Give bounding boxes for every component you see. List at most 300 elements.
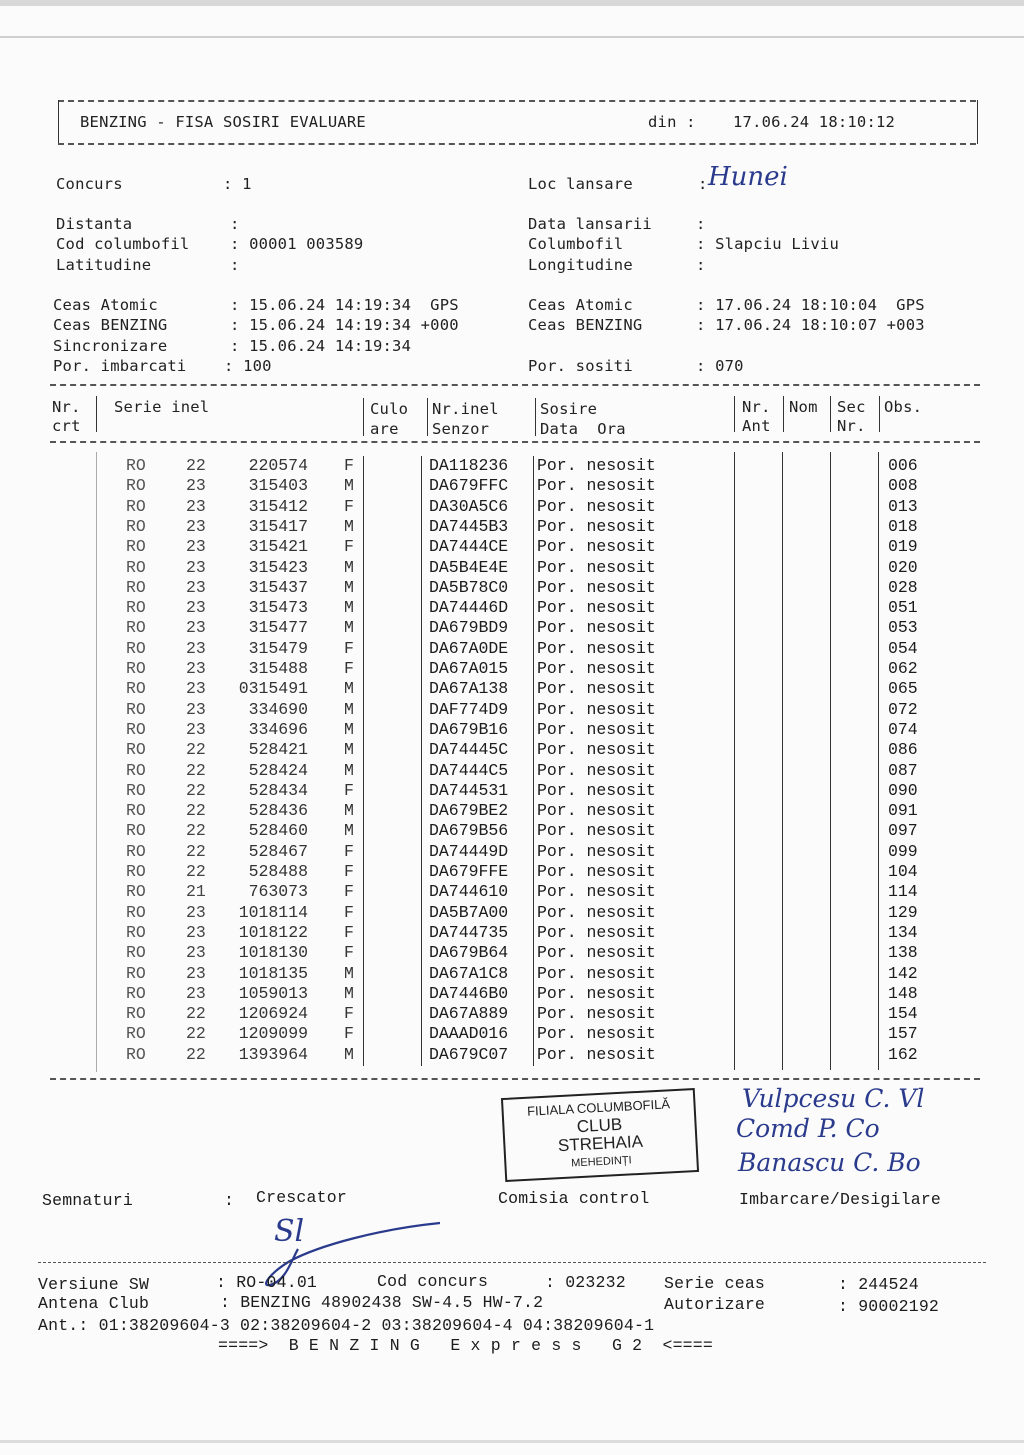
committee-signature-3: Banascu C. Bo [738,1148,921,1177]
ceas-benzing-end-value: : 17.06.24 18:10:07 +003 [696,316,925,334]
versiune-sw-label: Versiune SW [38,1275,150,1294]
ring-year: 23 [186,983,206,1003]
table-row [0,476,1024,496]
scan-artifact-top [0,0,1024,6]
sensor-ring: DA67A1C8 [429,963,509,983]
col-header-serie-inel: Serie inel [114,398,210,416]
obs-value: 162 [888,1044,918,1064]
sensor-ring: DA74446D [429,598,509,618]
ring-country: RO [126,740,146,760]
cod-concurs-value: : 023232 [545,1273,626,1292]
col-header-nr-ant-2: Ant [742,417,771,435]
arrival-status: Por. nesosit [537,821,656,841]
ring-year: 23 [186,638,206,658]
ring-country: RO [126,821,146,841]
sincronizare-label: Sincronizare [53,337,168,355]
ring-year: 22 [186,862,206,881]
din-label: din : [648,113,696,131]
ring-year: 22 [186,801,206,821]
committee-signature-2: Comd P. Co [736,1114,880,1143]
por-sositi-value: : 070 [696,357,744,375]
ring-country: RO [126,1024,146,1044]
arrival-status: Por. nesosit [537,516,656,536]
sex: M [344,821,354,841]
obs-value: 019 [888,537,918,557]
loc-lansare-colon: : [698,175,708,193]
obs-value: 053 [888,618,918,638]
sensor-ring: DA67A138 [429,679,509,699]
ring-year: 23 [186,496,206,516]
ring-country: RO [126,983,146,1003]
table-top-border [50,384,980,386]
concurs-label: Concurs [56,175,123,193]
antena-club-label: Antena Club [38,1294,150,1313]
arrival-status: Por. nesosit [537,922,656,942]
table-row [0,923,1024,943]
ring-year: 22 [186,1004,206,1024]
club-stamp [501,1088,699,1182]
ring-number: 315421 [248,537,308,557]
arrival-status: Por. nesosit [537,841,656,861]
obs-value: 148 [888,983,918,1003]
ring-number: 1018135 [238,963,308,983]
ring-number: 315479 [248,638,308,658]
obs-value: 006 [888,456,918,475]
imbarcare-desigilare-label: Imbarcare/Desigilare [739,1190,942,1209]
sex: F [344,922,354,942]
brand-line: ====> B E N Z I N G E x p r e s s G 2 <==== [218,1336,713,1355]
arrival-status: Por. nesosit [537,862,656,881]
ring-country: RO [126,963,146,983]
ring-year: 23 [186,598,206,618]
stamp-line-1: FILIALA COLUMBOFILĂ [526,1096,671,1119]
cod-concurs-label: Cod concurs [377,1272,489,1291]
ring-number: 1206924 [238,1004,308,1024]
sex: M [344,740,354,760]
ring-country: RO [126,577,146,597]
ring-year: 22 [186,1024,206,1044]
table-row [0,1045,1024,1065]
table-row [0,984,1024,1004]
sensor-ring: DA67A889 [429,1004,509,1024]
ring-number: 334690 [248,699,308,719]
sex: M [344,679,354,699]
ceas-atomic-start-label: Ceas Atomic [53,296,158,314]
ring-number: 315473 [248,598,308,618]
sensor-ring: DA7444CE [429,537,509,557]
obs-value: 065 [888,679,918,699]
sex: M [344,618,354,638]
antena-club-value: : BENZING 48902438 SW-4.5 HW-7.2 [220,1293,544,1312]
ring-year: 23 [186,516,206,536]
versiune-sw-value: : RO-04.01 [216,1273,318,1292]
arrival-status: Por. nesosit [537,740,656,760]
sex: F [344,456,354,475]
ring-country: RO [126,557,146,577]
cod-columbofil-value: : 00001 003589 [230,235,364,253]
obs-value: 018 [888,516,918,536]
ring-number: 315477 [248,618,308,638]
ring-country: RO [126,699,146,719]
ring-number: 315423 [248,557,308,577]
sensor-ring: DA5B7A00 [429,902,509,922]
obs-value: 091 [888,801,918,821]
ring-year: 23 [186,963,206,983]
table-row [0,862,1024,882]
ring-number: 315437 [248,577,308,597]
ring-year: 23 [186,476,206,496]
ring-country: RO [126,679,146,699]
ring-year: 23 [186,537,206,557]
sensor-ring: DA5B78C0 [429,577,509,597]
col-header-culoare-2: are [370,420,399,438]
data-lansarii-label: Data lansarii [528,215,652,233]
longitudine-label: Longitudine [528,256,633,274]
ring-number: 1209099 [238,1024,308,1044]
sensor-ring: DA30A5C6 [429,496,509,516]
obs-value: 114 [888,882,918,902]
latitudine-value: : [230,256,240,274]
ring-year: 23 [186,577,206,597]
table-row [0,598,1024,618]
arrival-status: Por. nesosit [537,1044,656,1064]
ring-country: RO [126,862,146,881]
sensor-ring: DA679FFE [429,862,509,881]
sensor-ring: DA679BE2 [429,801,509,821]
ring-number: 528421 [248,740,308,760]
obs-value: 013 [888,496,918,516]
obs-value: 097 [888,821,918,841]
ring-country: RO [126,719,146,739]
arrival-status: Por. nesosit [537,537,656,557]
obs-value: 086 [888,740,918,760]
breeder-signature: Sl [274,1214,305,1249]
ring-year: 23 [186,943,206,963]
col-header-sec-nr-2: Nr. [837,417,866,435]
ceas-atomic-end-value: : 17.06.24 18:10:04 GPS [696,296,925,314]
ring-country: RO [126,1004,146,1024]
sex: M [344,760,354,780]
ring-year: 23 [186,922,206,942]
table-row [0,903,1024,923]
arrival-status: Por. nesosit [537,719,656,739]
sex: F [344,780,354,800]
obs-value: 129 [888,902,918,922]
table-row [0,1004,1024,1024]
ring-number: 315412 [248,496,308,516]
sensor-ring: DA744610 [429,882,509,902]
ring-country: RO [126,760,146,780]
arrival-status: Por. nesosit [537,943,656,963]
arrival-status: Por. nesosit [537,557,656,577]
arrival-status: Por. nesosit [537,659,656,678]
obs-value: 090 [888,780,918,800]
obs-value: 062 [888,659,918,678]
sex: F [344,638,354,658]
header-sep-4 [535,398,536,436]
serie-ceas-value: : 244524 [838,1275,919,1294]
ring-number: 315403 [248,476,308,496]
ring-number: 528436 [248,801,308,821]
ring-number: 1018122 [238,922,308,942]
columbofil-label: Columbofil [528,235,624,253]
ceas-benzing-start-label: Ceas BENZING [53,316,168,334]
ring-country: RO [126,659,146,678]
ring-year: 22 [186,760,206,780]
sex: F [344,862,354,881]
table-row [0,720,1024,740]
obs-value: 138 [888,943,918,963]
ring-year: 23 [186,618,206,638]
ring-year: 23 [186,557,206,577]
por-imbarcati-value: : 100 [224,357,272,375]
ring-country: RO [126,638,146,658]
ring-country: RO [126,801,146,821]
ring-country: RO [126,943,146,963]
ring-number: 1059013 [238,983,308,1003]
arrival-status: Por. nesosit [537,780,656,800]
sensor-ring: DA5B4E4E [429,557,509,577]
header-bottom-border [58,143,976,145]
crescator-label: Crescator [256,1188,347,1207]
col-header-nr-crt: Nr. [52,398,81,416]
semnaturi-label: Semnaturi [42,1191,133,1210]
table-row [0,761,1024,781]
arrival-status: Por. nesosit [537,456,656,475]
arrival-status: Por. nesosit [537,496,656,516]
arrival-status: Por. nesosit [537,1004,656,1024]
sensor-ring: DA118236 [429,456,509,475]
sensor-ring: DA679B16 [429,719,509,739]
cod-columbofil-label: Cod columbofil [56,235,190,253]
ring-number: 1393964 [238,1044,308,1064]
table-row [0,964,1024,984]
ring-year: 23 [186,902,206,922]
ring-number: 315488 [248,659,308,678]
table-row [0,882,1024,902]
sex: F [344,537,354,557]
committee-signature-1: Vulpcesu C. Vl [742,1084,925,1113]
sensor-ring: DA67A015 [429,659,509,678]
sensor-ring: DA679C07 [429,1044,509,1064]
obs-value: 157 [888,1024,918,1044]
arrival-status: Por. nesosit [537,598,656,618]
ring-country: RO [126,476,146,496]
sex: M [344,963,354,983]
table-row [0,740,1024,760]
col-header-senzor: Senzor [432,420,490,438]
sensor-ring: DA67A0DE [429,638,509,658]
ring-country: RO [126,496,146,516]
stamp-line-2: CLUB [576,1114,623,1137]
ring-year: 22 [186,780,206,800]
table-row [0,618,1024,638]
ring-number: 220574 [248,456,308,475]
sex: F [344,1004,354,1024]
arrival-status: Por. nesosit [537,679,656,699]
header-sep-8 [879,396,880,432]
arrival-status: Por. nesosit [537,963,656,983]
document-title: BENZING - FISA SOSIRI EVALUARE [80,113,366,131]
obs-value: 099 [888,841,918,861]
sensor-ring: DA679B56 [429,821,509,841]
header-sep-1 [96,396,97,432]
comisia-control-label: Comisia control [498,1189,650,1208]
latitudine-label: Latitudine [56,256,152,274]
arrival-status: Por. nesosit [537,801,656,821]
obs-value: 072 [888,699,918,719]
table-row [0,558,1024,578]
sensor-ring: DA7446B0 [429,983,509,1003]
sensor-ring: DAAAD016 [429,1024,509,1044]
autorizare-value: : 90002192 [838,1297,940,1316]
sensor-ring: DA74445C [429,740,509,760]
sex: M [344,801,354,821]
col-header-nr-crt-2: crt [52,417,81,435]
header-sep-6 [783,396,784,432]
sensor-ring: DA7445B3 [429,516,509,536]
obs-value: 028 [888,577,918,597]
col-header-data-ora: Data Ora [540,420,626,438]
ceas-atomic-start-value: : 15.06.24 14:19:34 GPS [230,296,459,314]
obs-value: 074 [888,719,918,739]
sex: F [344,943,354,963]
ring-number: 1018114 [238,902,308,922]
sex: M [344,983,354,1003]
obs-value: 008 [888,476,918,496]
ring-year: 21 [186,882,206,902]
sex: M [344,598,354,618]
obs-value: 051 [888,598,918,618]
ring-country: RO [126,537,146,557]
ring-number: 334696 [248,719,308,739]
col-header-obs: Obs. [884,398,923,416]
serie-ceas-label: Serie ceas [664,1274,766,1293]
autorizare-label: Autorizare [664,1295,766,1314]
arrival-status: Por. nesosit [537,638,656,658]
col-header-sec-nr: Sec [837,398,866,416]
por-imbarcati-label: Por. imbarcati [53,357,187,375]
ring-year: 22 [186,821,206,841]
table-header-bottom-border [50,441,980,443]
sex: M [344,1044,354,1064]
table-row [0,821,1024,841]
table-row [0,659,1024,679]
ring-year: 22 [186,740,206,760]
sensor-ring: DA679FFC [429,476,509,496]
sex: M [344,557,354,577]
sensor-ring: DA679BD9 [429,618,509,638]
table-row [0,517,1024,537]
ring-number: 528434 [248,780,308,800]
sensor-ring: DA744531 [429,780,509,800]
sensor-ring: DA744735 [429,922,509,942]
sex: F [344,1024,354,1044]
ring-number: 528467 [248,841,308,861]
ring-year: 23 [186,699,206,719]
ring-number: 763073 [248,882,308,902]
ring-country: RO [126,922,146,942]
table-row [0,537,1024,557]
obs-value: 087 [888,760,918,780]
distanta-label: Distanta [56,215,133,233]
obs-value: 054 [888,638,918,658]
arrival-status: Por. nesosit [537,618,656,638]
scan-artifact-bottom [0,1440,1024,1443]
ring-number: 528488 [248,862,308,881]
col-header-nr-inel: Nr.inel [432,400,499,418]
ring-country: RO [126,618,146,638]
obs-value: 020 [888,557,918,577]
sex: F [344,659,354,678]
longitudine-value: : [696,256,706,274]
sincronizare-value: : 15.06.24 14:19:34 [230,337,412,355]
ring-year: 23 [186,659,206,678]
table-row [0,497,1024,517]
table-row [0,639,1024,659]
sex: M [344,476,354,496]
table-bottom-border [50,1078,980,1080]
table-row [0,679,1024,699]
loc-lansare-handwritten: Hunei [708,162,788,192]
ring-number: 315417 [248,516,308,536]
ring-country: RO [126,882,146,902]
sensor-ring: DA74449D [429,841,509,861]
arrival-status: Por. nesosit [537,983,656,1003]
ring-country: RO [126,780,146,800]
table-row [0,700,1024,720]
ring-country: RO [126,516,146,536]
ring-number: 528460 [248,821,308,841]
col-header-sosire: Sosire [540,400,598,418]
sex: F [344,882,354,902]
header-sep-2 [363,398,364,436]
col-header-nr-ant: Nr. [742,398,771,416]
table-row [0,842,1024,862]
col-header-nom: Nom [789,398,818,416]
table-row [0,781,1024,801]
arrival-status: Por. nesosit [537,699,656,719]
sex: M [344,719,354,739]
sex: M [344,699,354,719]
sex: F [344,841,354,861]
ring-year: 22 [186,456,206,475]
obs-value: 154 [888,1004,918,1024]
sex: F [344,496,354,516]
ring-year: 22 [186,841,206,861]
arrival-status: Por. nesosit [537,760,656,780]
sensor-ring: DA7444C5 [429,760,509,780]
scan-artifact-line [0,36,1024,38]
table-row [0,801,1024,821]
ring-country: RO [126,598,146,618]
table-row [0,943,1024,963]
distanta-value: : [230,215,240,233]
ceas-benzing-end-label: Ceas BENZING [528,316,643,334]
stamp-line-4: MEHEDINȚI [570,1154,632,1170]
stamp-line-3: STREHAIA [557,1131,644,1156]
ring-year: 23 [186,719,206,739]
obs-value: 142 [888,963,918,983]
ring-country: RO [126,456,146,475]
arrival-status: Por. nesosit [537,1024,656,1044]
loc-lansare-label: Loc lansare [528,175,633,193]
arrival-status: Por. nesosit [537,882,656,902]
obs-value: 134 [888,922,918,942]
header-sep-7 [830,396,831,432]
table-row [0,578,1024,598]
ring-number: 528424 [248,760,308,780]
